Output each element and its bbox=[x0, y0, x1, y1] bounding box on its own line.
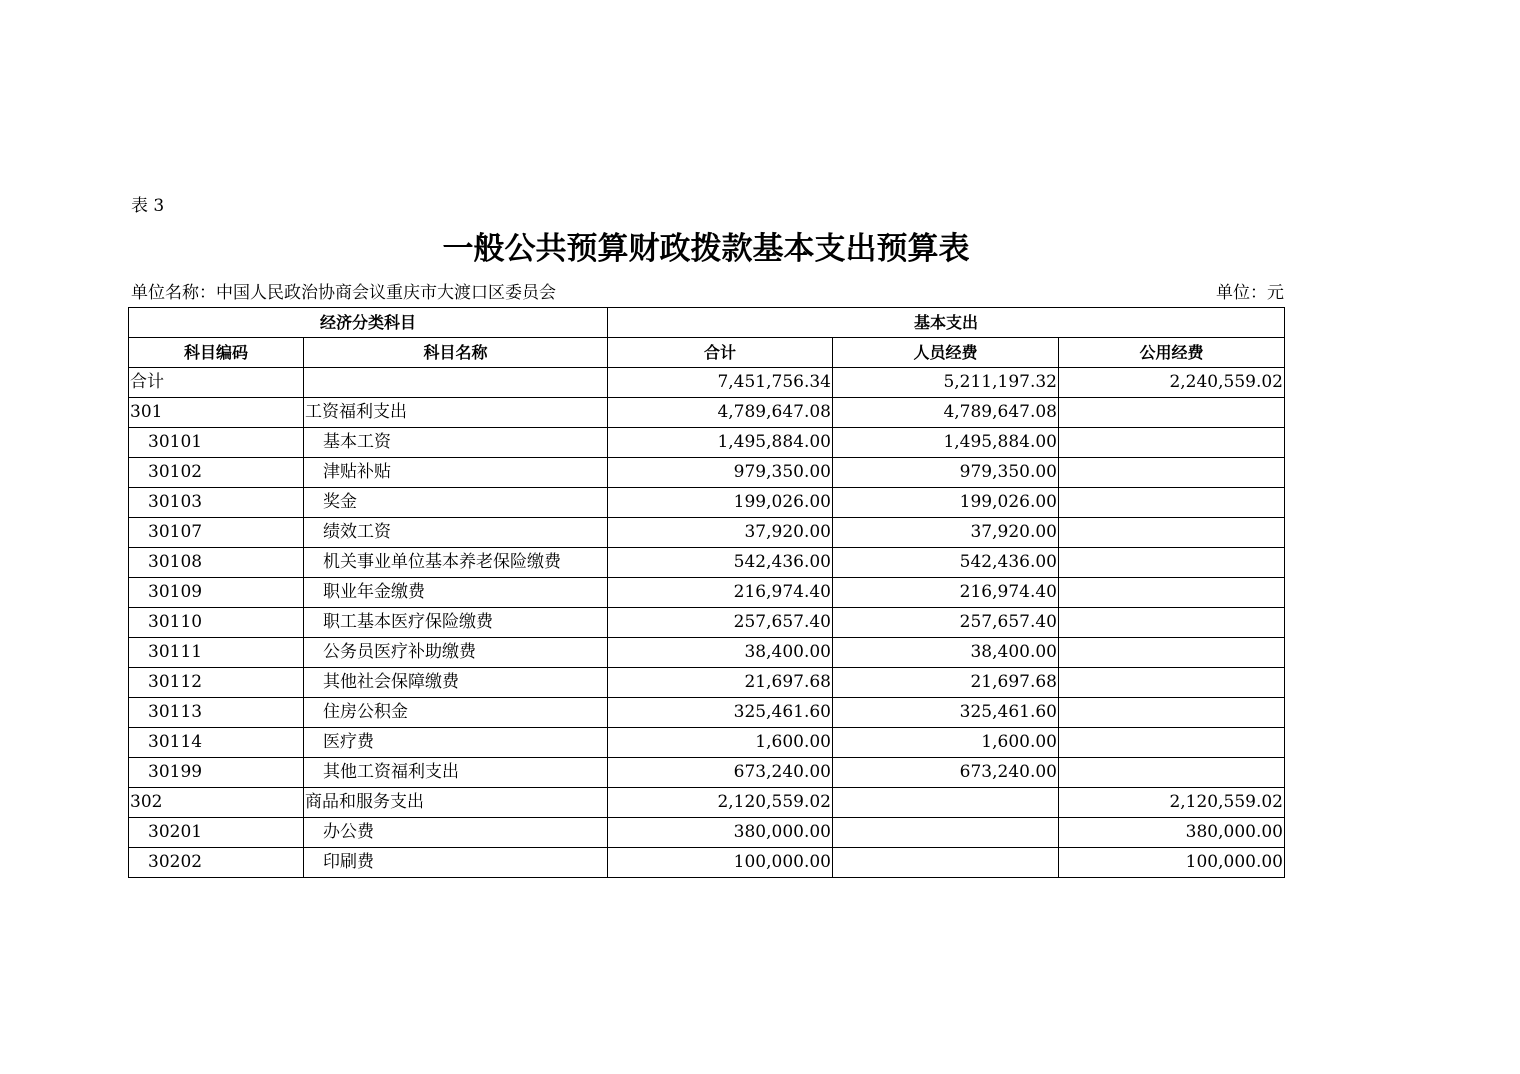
cell-code: 30202 bbox=[129, 848, 304, 878]
cell-name: 基本工资 bbox=[304, 428, 608, 458]
cell-personnel bbox=[833, 848, 1059, 878]
table-row bbox=[129, 368, 1285, 398]
cell-name: 医疗费 bbox=[304, 728, 608, 758]
cell-name: 商品和服务支出 bbox=[304, 788, 608, 818]
cell-public bbox=[1059, 578, 1285, 608]
cell-code: 30110 bbox=[129, 608, 304, 638]
header-basic-expenditure: 基本支出 bbox=[608, 308, 1285, 338]
cell-code: 301 bbox=[129, 398, 304, 428]
cell-personnel: 5,211,197.32 bbox=[833, 368, 1059, 398]
cell-code: 合计 bbox=[129, 368, 304, 398]
cell-personnel bbox=[833, 818, 1059, 848]
cell-personnel: 673,240.00 bbox=[833, 758, 1059, 788]
cell-name: 机关事业单位基本养老保险缴费 bbox=[304, 548, 608, 578]
cell-personnel: 21,697.68 bbox=[833, 668, 1059, 698]
cell-total: 216,974.40 bbox=[608, 578, 833, 608]
cell-total: 7,451,756.34 bbox=[608, 368, 833, 398]
cell-public bbox=[1059, 428, 1285, 458]
header-column-row bbox=[129, 338, 1285, 368]
budget-table bbox=[128, 307, 1285, 878]
cell-total: 100,000.00 bbox=[608, 848, 833, 878]
cell-total: 199,026.00 bbox=[608, 488, 833, 518]
cell-name: 奖金 bbox=[304, 488, 608, 518]
cell-public: 380,000.00 bbox=[1059, 818, 1285, 848]
table-row bbox=[129, 698, 1285, 728]
cell-personnel: 1,495,884.00 bbox=[833, 428, 1059, 458]
cell-code: 30107 bbox=[129, 518, 304, 548]
cell-name: 其他社会保障缴费 bbox=[304, 668, 608, 698]
cell-code: 302 bbox=[129, 788, 304, 818]
cell-name: 职业年金缴费 bbox=[304, 578, 608, 608]
unit-measure: 单位：元 bbox=[1216, 283, 1284, 303]
header-personnel: 人员经费 bbox=[833, 338, 1059, 368]
cell-personnel: 257,657.40 bbox=[833, 608, 1059, 638]
cell-total: 1,495,884.00 bbox=[608, 428, 833, 458]
cell-code: 30102 bbox=[129, 458, 304, 488]
cell-name: 印刷费 bbox=[304, 848, 608, 878]
cell-personnel: 37,920.00 bbox=[833, 518, 1059, 548]
cell-total: 380,000.00 bbox=[608, 818, 833, 848]
cell-personnel: 199,026.00 bbox=[833, 488, 1059, 518]
cell-code: 30101 bbox=[129, 428, 304, 458]
cell-personnel: 216,974.40 bbox=[833, 578, 1059, 608]
cell-total: 979,350.00 bbox=[608, 458, 833, 488]
cell-public bbox=[1059, 668, 1285, 698]
header-code: 科目编码 bbox=[129, 338, 304, 368]
table-row bbox=[129, 518, 1285, 548]
cell-code: 30108 bbox=[129, 548, 304, 578]
table-row bbox=[129, 488, 1285, 518]
cell-code: 30113 bbox=[129, 698, 304, 728]
cell-name: 工资福利支出 bbox=[304, 398, 608, 428]
cell-name bbox=[304, 368, 608, 398]
cell-name: 公务员医疗补助缴费 bbox=[304, 638, 608, 668]
table-row bbox=[129, 548, 1285, 578]
cell-total: 4,789,647.08 bbox=[608, 398, 833, 428]
cell-personnel: 325,461.60 bbox=[833, 698, 1059, 728]
table-row bbox=[129, 608, 1285, 638]
cell-total: 1,600.00 bbox=[608, 728, 833, 758]
cell-personnel: 4,789,647.08 bbox=[833, 398, 1059, 428]
cell-code: 30201 bbox=[129, 818, 304, 848]
cell-code: 30109 bbox=[129, 578, 304, 608]
cell-public bbox=[1059, 608, 1285, 638]
cell-personnel: 542,436.00 bbox=[833, 548, 1059, 578]
cell-code: 30103 bbox=[129, 488, 304, 518]
cell-code: 30199 bbox=[129, 758, 304, 788]
cell-code: 30111 bbox=[129, 638, 304, 668]
cell-public bbox=[1059, 698, 1285, 728]
cell-public: 2,240,559.02 bbox=[1059, 368, 1285, 398]
cell-name: 绩效工资 bbox=[304, 518, 608, 548]
table-row bbox=[129, 398, 1285, 428]
table-row bbox=[129, 848, 1285, 878]
cell-public: 2,120,559.02 bbox=[1059, 788, 1285, 818]
cell-code: 30112 bbox=[129, 668, 304, 698]
header-economic-category: 经济分类科目 bbox=[129, 308, 608, 338]
table-row bbox=[129, 458, 1285, 488]
table-row bbox=[129, 758, 1285, 788]
cell-public bbox=[1059, 758, 1285, 788]
table-row bbox=[129, 638, 1285, 668]
cell-name: 职工基本医疗保险缴费 bbox=[304, 608, 608, 638]
cell-public: 100,000.00 bbox=[1059, 848, 1285, 878]
cell-public bbox=[1059, 398, 1285, 428]
cell-total: 38,400.00 bbox=[608, 638, 833, 668]
cell-name: 办公费 bbox=[304, 818, 608, 848]
table-row bbox=[129, 578, 1285, 608]
cell-name: 住房公积金 bbox=[304, 698, 608, 728]
cell-public bbox=[1059, 518, 1285, 548]
table-row bbox=[129, 818, 1285, 848]
cell-public bbox=[1059, 728, 1285, 758]
cell-public bbox=[1059, 488, 1285, 518]
header-group-row bbox=[129, 308, 1285, 338]
cell-name: 其他工资福利支出 bbox=[304, 758, 608, 788]
cell-code: 30114 bbox=[129, 728, 304, 758]
header-public: 公用经费 bbox=[1059, 338, 1285, 368]
cell-public bbox=[1059, 548, 1285, 578]
cell-personnel bbox=[833, 788, 1059, 818]
cell-total: 673,240.00 bbox=[608, 758, 833, 788]
unit-name: 单位名称：中国人民政治协商会议重庆市大渡口区委员会 bbox=[131, 283, 556, 303]
header-name: 科目名称 bbox=[304, 338, 608, 368]
cell-total: 21,697.68 bbox=[608, 668, 833, 698]
table-row bbox=[129, 788, 1285, 818]
table-number: 表 3 bbox=[131, 196, 165, 216]
cell-personnel: 1,600.00 bbox=[833, 728, 1059, 758]
cell-total: 2,120,559.02 bbox=[608, 788, 833, 818]
table-body bbox=[129, 368, 1285, 878]
cell-personnel: 979,350.00 bbox=[833, 458, 1059, 488]
cell-name: 津贴补贴 bbox=[304, 458, 608, 488]
cell-total: 257,657.40 bbox=[608, 608, 833, 638]
table-row bbox=[129, 428, 1285, 458]
cell-total: 542,436.00 bbox=[608, 548, 833, 578]
table-row bbox=[129, 668, 1285, 698]
cell-personnel: 38,400.00 bbox=[833, 638, 1059, 668]
cell-public bbox=[1059, 638, 1285, 668]
cell-public bbox=[1059, 458, 1285, 488]
header-total: 合计 bbox=[608, 338, 833, 368]
cell-total: 37,920.00 bbox=[608, 518, 833, 548]
table-row bbox=[129, 728, 1285, 758]
page-title: 一般公共预算财政拨款基本支出预算表 bbox=[442, 231, 970, 267]
cell-total: 325,461.60 bbox=[608, 698, 833, 728]
